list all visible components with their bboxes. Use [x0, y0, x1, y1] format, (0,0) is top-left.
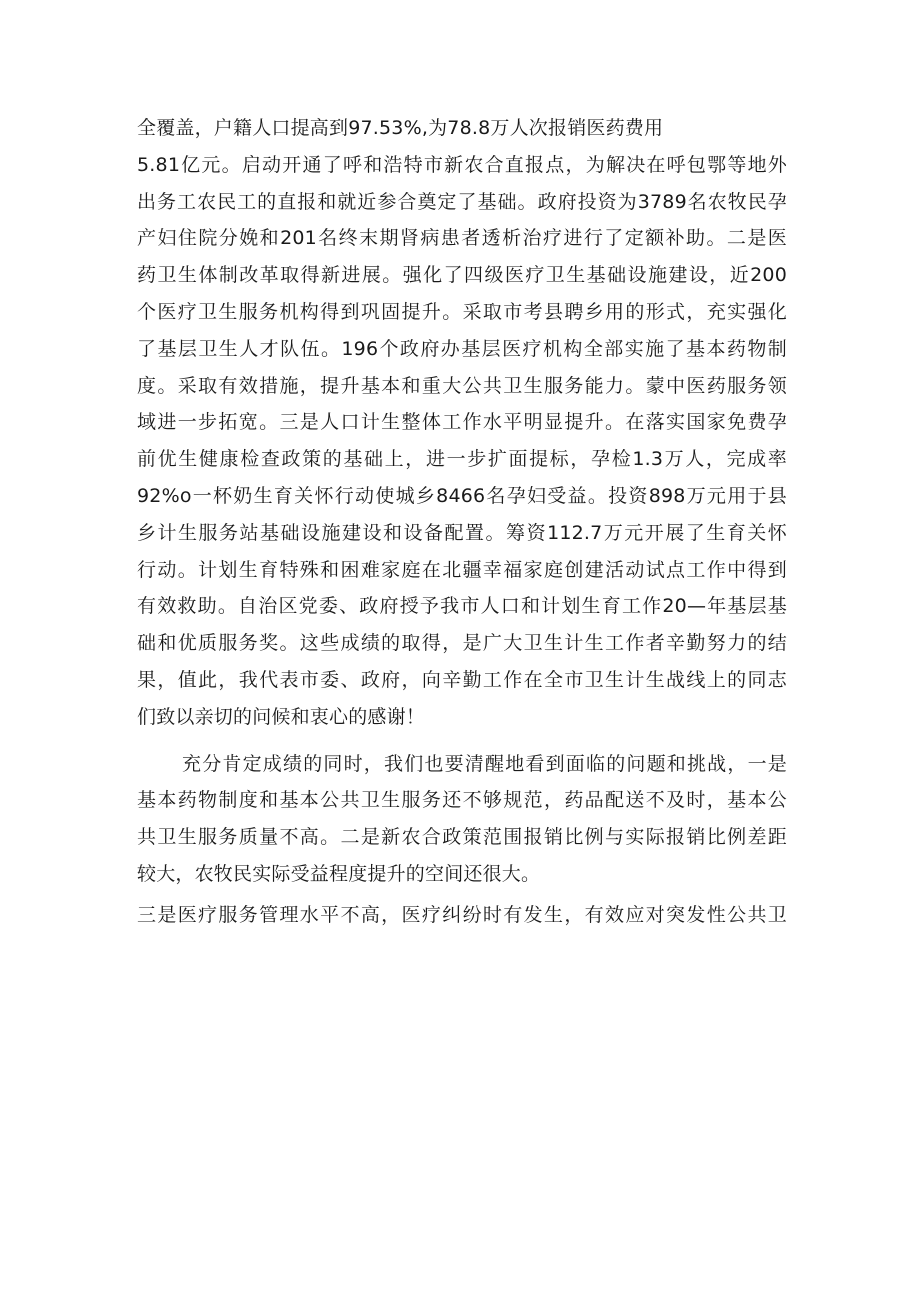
text-line-6: 个医疗卫生服务机构得到巩固提升。采取市考县聘乡用的形式，充实强化: [137, 300, 787, 323]
text-line-3: 出务工农民工的直报和就近参合奠定了基础。政府投资为3789名农牧民孕: [137, 190, 787, 213]
paragraph-start-line: 充分肯定成绩的同时，我们也要清醒地看到面临的问题和挑战，一是: [182, 752, 787, 775]
text-line-2: 5.81亿元。启动开通了呼和浩特市新农合直报点，为解决在呼包鄂等地外: [137, 153, 787, 176]
text-line-20: 共卫生服务质量不高。二是新农合政策范围报销比例与实际报销比例差距: [137, 826, 787, 849]
text-line-17: 们致以亲切的问候和衷心的感谢！: [137, 705, 426, 728]
text-line-11: 92%o一杯奶生育关怀行动使城乡8466名孕妇受益。投资898万元用于县: [137, 484, 787, 507]
text-line-5: 药卫生体制改革取得新进展。强化了四级医疗卫生基础设施建设，近200: [137, 264, 787, 287]
text-line-1: 全覆盖，户籍人口提高到97.53%,为78.8万人次报销医药费用: [137, 117, 664, 139]
text-line-14: 有效救助。自治区党委、政府授予我市人口和计划生育工作20—年基层基: [137, 595, 787, 618]
text-line-8: 度。采取有效措施，提升基本和重大公共卫生服务能力。蒙中医药服务领: [137, 374, 787, 397]
text-line-16: 果，值此，我代表市委、政府，向辛勤工作在全市卫生计生战线上的同志: [137, 668, 787, 691]
text-line-21: 较大，农牧民实际受益程度提升的空间还很大。: [137, 862, 541, 885]
text-line-9: 域进一步拓宽。三是人口计生整体工作水平明显提升。在落实国家免费孕: [137, 411, 787, 434]
text-line-13: 行动。计划生育特殊和困难家庭在北疆幸福家庭创建活动试点工作中得到: [137, 558, 787, 581]
text-line-19: 基本药物制度和基本公共卫生服务还不够规范，药品配送不及时，基本公: [137, 789, 787, 812]
text-line-22: 三是医疗服务管理水平不高，医疗纠纷时有发生，有效应对突发性公共卫: [137, 903, 787, 926]
body-text: [137, 110, 787, 934]
text-line-15: 础和优质服务奖。这些成绩的取得，是广大卫生计生工作者辛勤努力的结: [137, 632, 787, 655]
text-line-10: 前优生健康检查政策的基础上，进一步扩面提标，孕检1.3万人，完成率: [137, 448, 787, 471]
text-line-7: 了基层卫生人才队伍。196个政府办基层医疗机构全部实施了基本药物制: [137, 337, 787, 360]
text-line-12: 乡计生服务站基础设施建设和设备配置。筹资112.7万元开展了生育关怀: [137, 521, 787, 544]
text-line-4: 产妇住院分娩和201名终末期肾病患者透析治疗进行了定额补助。二是医: [137, 227, 787, 250]
